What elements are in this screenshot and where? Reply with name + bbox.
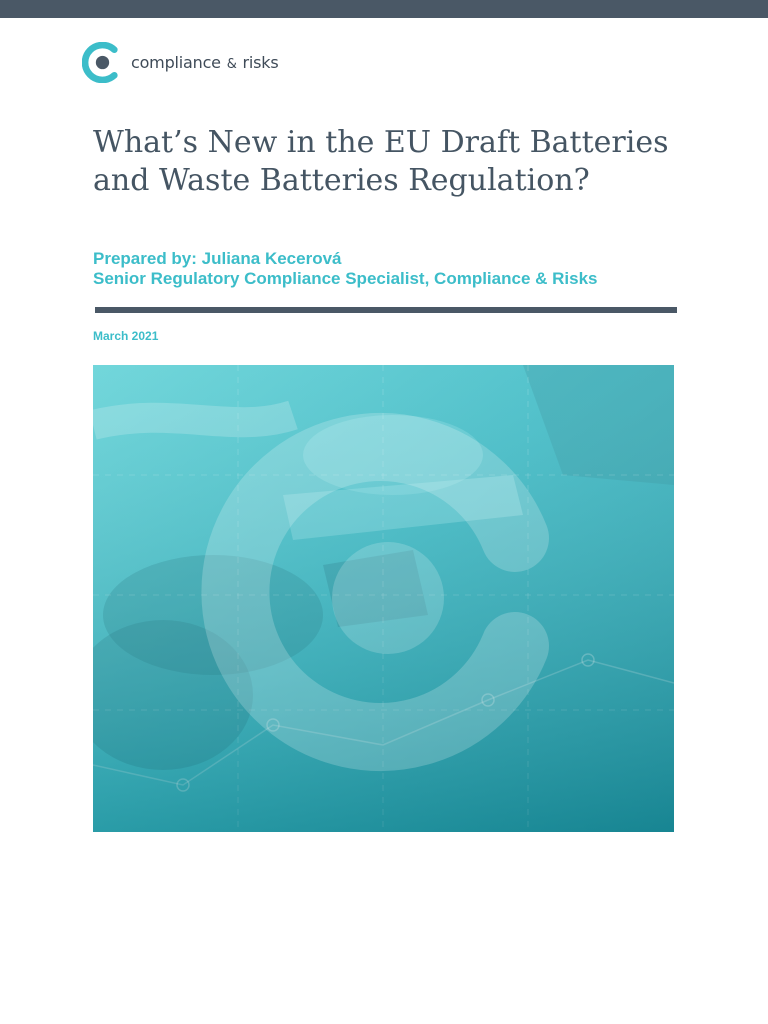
cover-image [93,365,674,832]
document-title [93,124,693,200]
title-line-1: What’s New in the EU Draft Batteries [93,125,669,160]
brand-ampersand: & [226,56,237,72]
brand-name-part1: compliance [131,52,221,72]
publication-date: March 2021 [93,329,159,343]
prepared-by: Prepared by: Juliana Kecerová [93,249,342,268]
top-bar [0,0,768,18]
brand-wordmark [131,53,279,72]
brand-name-part2: risks [242,52,279,72]
author-block [93,249,713,289]
brand-logo [82,42,279,82]
cover-photo-illustration [93,365,674,832]
compliance-risks-logo-icon [82,42,123,83]
title-line-2: and Waste Batteries Regulation? [93,163,590,198]
author-role: Senior Regulatory Compliance Specialist, Compliance & Risks [93,269,598,288]
divider-rule [95,307,677,313]
